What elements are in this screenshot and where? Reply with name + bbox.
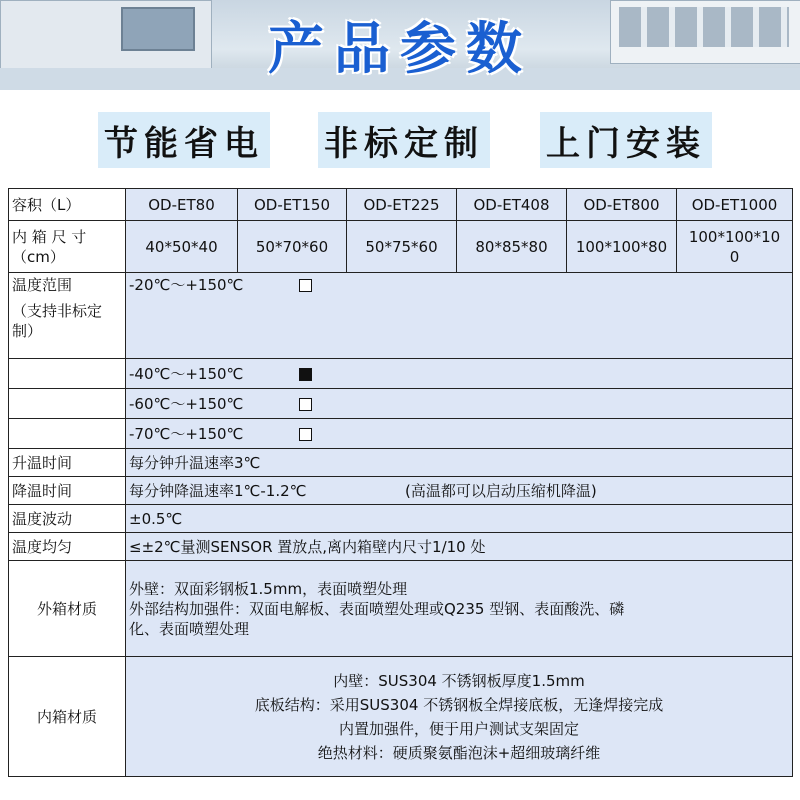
inner-size-line2: 0: [729, 247, 740, 266]
feature-tag-energy: 节能省电: [98, 112, 270, 168]
model-cell: OD-ET80: [126, 189, 238, 221]
heat-value: 每分钟升温速率3℃: [126, 449, 793, 477]
table-row-cool: [9, 477, 793, 505]
outer-material-label: 外箱材质: [9, 561, 126, 657]
model-cell: OD-ET225: [347, 189, 457, 221]
inner-size-label-line1: 内 箱 尺 寸: [12, 227, 87, 246]
inner-size-label: [9, 221, 126, 273]
inner-size-cell: 100*100*80: [567, 221, 677, 273]
temp-range-label-main: 温度范围: [12, 276, 73, 294]
model-cell: OD-ET408: [457, 189, 567, 221]
model-cell: OD-ET150: [238, 189, 347, 221]
temp-option-text: -70℃～+150℃: [129, 424, 244, 443]
outer-material-line: 外部结构加强件：双面电解板、表面喷塑处理或Q235 型钢、表面酸洗、磷: [129, 599, 625, 618]
temp-option-cell: [126, 419, 793, 449]
temp-option-text: -20℃～+150℃: [129, 276, 244, 294]
inner-size-cell: 40*50*40: [126, 221, 238, 273]
checkbox-icon: [299, 428, 312, 441]
outer-material-line: 外壁：双面彩钢板1.5mm，表面喷塑处理: [129, 579, 408, 598]
table-row-temp-option: [9, 419, 793, 449]
cool-value-cell: [126, 477, 793, 505]
model-cell: OD-ET800: [567, 189, 677, 221]
uniformity-value: ≤±2℃量测SENSOR 置放点,离内箱壁内尺寸1/10 处: [126, 533, 793, 561]
temp-option-cell: [126, 273, 793, 359]
table-row-volume: [9, 189, 793, 221]
outer-material-value: [126, 561, 793, 657]
temp-option-text: -60℃～+150℃: [129, 394, 244, 413]
cool-label: 降温时间: [9, 477, 126, 505]
checkbox-icon: [299, 279, 312, 292]
inner-material-line: 内置加强件，便于用户测试支架固定: [338, 719, 579, 738]
cool-value: 每分钟降温速率1℃-1.2℃: [129, 481, 307, 500]
temp-range-label-sub: （支持非标定制）: [12, 302, 103, 340]
fluctuation-label: 温度波动: [9, 505, 126, 533]
checkbox-checked-icon: [299, 368, 312, 381]
inner-size-line1: 100*100*10: [688, 227, 781, 246]
inner-material-value: [126, 657, 793, 777]
table-row-inner-size: [9, 221, 793, 273]
empty-cell: [9, 419, 126, 449]
feature-tag-custom: 非标定制: [318, 112, 490, 168]
checkbox-icon: [299, 398, 312, 411]
table-row-outer-material: [9, 561, 793, 657]
inner-material-line: 绝热材料：硬质聚氨酯泡沫+超细玻璃纤维: [317, 743, 601, 762]
model-cell: OD-ET1000: [677, 189, 793, 221]
table-row-uniformity: [9, 533, 793, 561]
temp-option-cell: [126, 359, 793, 389]
empty-cell: [9, 389, 126, 419]
table-row-temp-option: [9, 389, 793, 419]
uniformity-label: 温度均匀: [9, 533, 126, 561]
inner-size-cell: 50*70*60: [238, 221, 347, 273]
inner-size-cell: [677, 221, 793, 273]
spec-table: [8, 188, 793, 777]
temp-range-label: [9, 273, 126, 359]
temp-option-cell: [126, 389, 793, 419]
inner-size-label-line2: （cm）: [12, 247, 65, 266]
table-row-fluctuation: [9, 505, 793, 533]
volume-label: 容积（L）: [9, 189, 126, 221]
inner-size-cell: 50*75*60: [347, 221, 457, 273]
outer-material-line: 化、表面喷塑处理: [129, 619, 250, 638]
header-banner: [0, 0, 800, 90]
inner-size-cell: 80*85*80: [457, 221, 567, 273]
cool-note: (高温都可以启动压缩机降温): [405, 481, 597, 500]
empty-cell: [9, 359, 126, 389]
temp-option-text: -40℃～+150℃: [129, 364, 244, 383]
feature-tag-install: 上门安装: [540, 112, 712, 168]
table-row-heat: [9, 449, 793, 477]
heat-label: 升温时间: [9, 449, 126, 477]
inner-material-label: 内箱材质: [9, 657, 126, 777]
feature-tags: [0, 112, 800, 168]
inner-material-line: 底板结构：采用SUS304 不锈钢板全焊接底板，无逢焊接完成: [254, 695, 664, 714]
table-row-temp-option: [9, 359, 793, 389]
inner-material-line: 内壁：SUS304 不锈钢板厚度1.5mm: [333, 671, 585, 690]
page-title: 产品参数: [268, 17, 532, 82]
table-row-temp-range: [9, 273, 793, 359]
table-row-inner-material: [9, 657, 793, 777]
fluctuation-value: ±0.5℃: [126, 505, 793, 533]
